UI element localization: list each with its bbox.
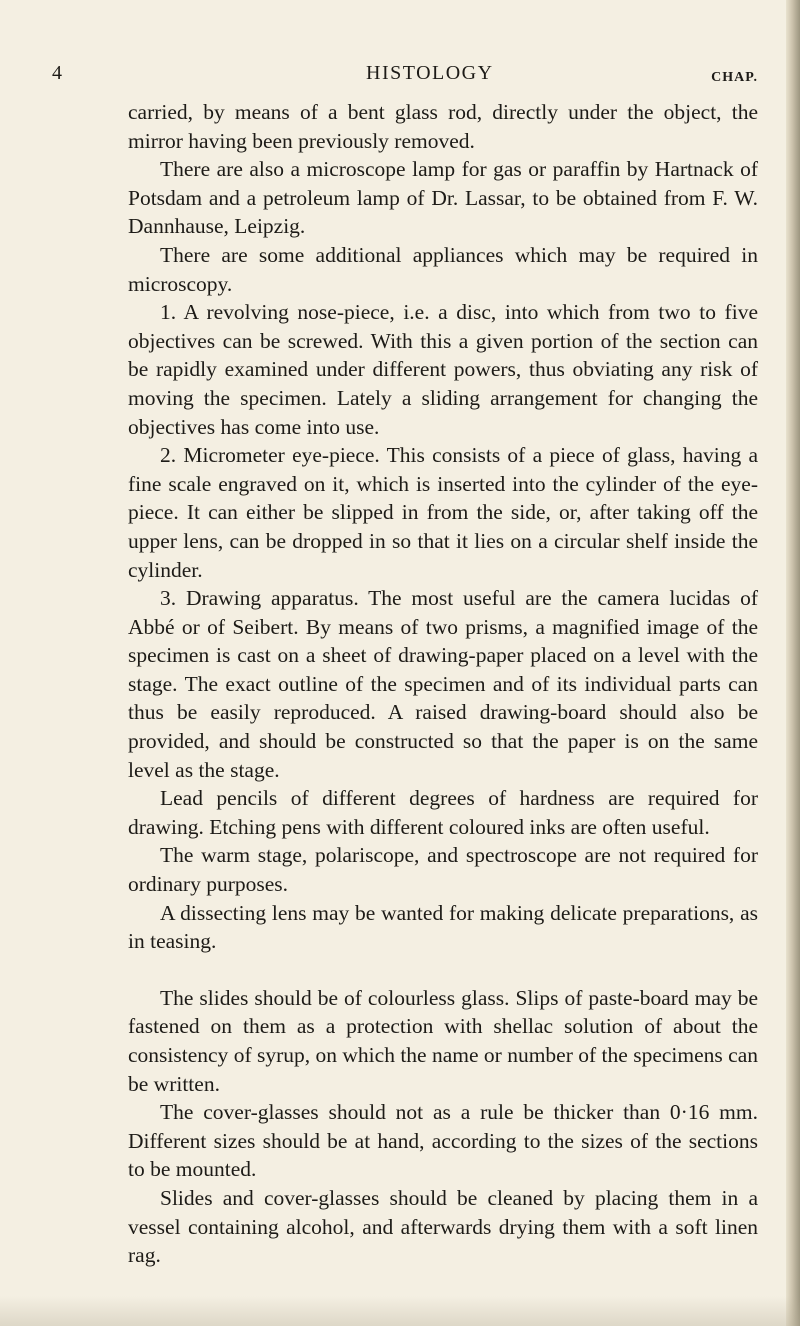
running-title: HISTOLOGY (366, 62, 494, 84)
paragraph: 2. Micrometer eye-piece. This consists of a piece of glass, having a fine scale engraved on it, which is inserted into the cylinder of the eye-piece. It can either be slipped in from the side, or, after taking off the upper lens, can be dropped in so that it lies on a circular shelf inside the cylinder. (128, 443, 758, 582)
page-edge-shadow (786, 0, 800, 1326)
paragraph: carried, by means of a bent glass rod, directly under the object, the mirror having been previously removed. (128, 100, 758, 153)
paragraph: There are also a microscope lamp for gas or paraffin by Hartnack of Potsdam and a petroleum lamp of Dr. Lassar, to be obtained from F. W. Dannhause, Leipzig. (128, 157, 758, 239)
chapter-label: CHAP. (711, 70, 758, 85)
body-text (128, 98, 758, 1270)
paragraph: There are some additional appliances which may be required in microscopy. (128, 242, 758, 296)
paragraph: Slides and cover-glasses should be cleaned by placing them in a vessel containing alcohol, and afterwards drying them with a soft linen rag. (128, 1185, 758, 1268)
page-number: 4 (52, 62, 62, 84)
paragraph: 1. A revolving nose-piece, i.e. a disc, into which from two to five objectives can be screwed. With this a given portion of the section can be rapidly examined under different powers, thus obviating any risk of moving the specimen. Lately a sliding arrangement for changing the objectives has come into use. (128, 300, 758, 439)
paragraph: 3. Drawing apparatus. The most useful are the camera lucidas of Abbé or of Seibert. By means of two prisms, a magnified image of the specimen is cast on a sheet of drawing-paper placed on a level with the stage. The exact outline of the specimen and of its individual parts can thus be easily reproduced. A raised drawing-board should also be provided, and should be constructed so that the paper is on the same level as the stage. (128, 586, 758, 782)
paragraph: The warm stage, polariscope, and spectroscope are not required for ordinary purposes. (128, 843, 758, 897)
running-header (52, 58, 758, 88)
paragraph: The slides should be of colourless glass. Slips of paste-board may be fastened on them as a protection with shellac solution of about the consistency of syrup, on which the name or number of the specimens can be written. (128, 985, 758, 1096)
paragraph: The cover-glasses should not as a rule be thicker than 0·16 mm. Different sizes should be at hand, according to the sizes of the sections to be mounted. (128, 1100, 758, 1182)
paragraph: Lead pencils of different degrees of hardness are required for drawing. Etching pens with different coloured inks are often useful. (128, 786, 758, 839)
page-bottom-shadow (0, 1296, 800, 1326)
paragraph: A dissecting lens may be wanted for making delicate preparations, as in teasing. (128, 900, 758, 954)
